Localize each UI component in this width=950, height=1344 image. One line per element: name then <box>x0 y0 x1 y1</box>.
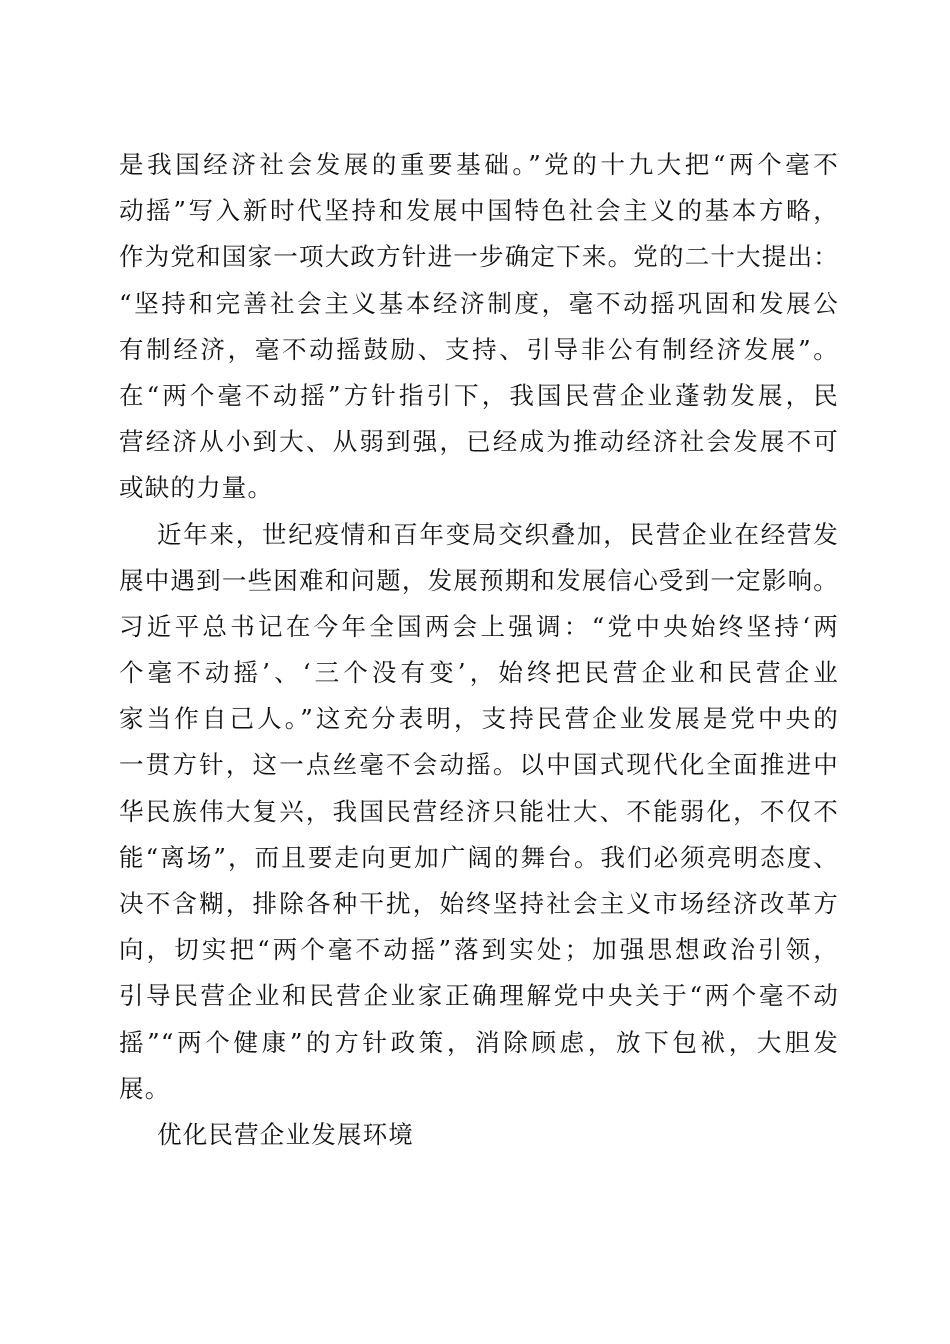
paragraph-2-line-7: 华民族伟大复兴，我国民营经济只能壮大、不能弱化，不仅不 <box>119 796 839 826</box>
paragraph-1-line-6: 在“两个毫不动摇”方针指引下，我国民营企业蓬勃发展，民 <box>119 380 839 410</box>
paragraph-1-line-8: 或缺的力量。 <box>119 473 274 503</box>
paragraph-1-line-1: 是我国经济社会发展的重要基础。”党的十九大把“两个毫不 <box>119 150 839 179</box>
paragraph-1-line-4: “坚持和完善社会主义基本经济制度，毫不动摇巩固和发展公 <box>119 288 839 318</box>
paragraph-2-line-2: 展中遇到一些困难和问题，发展预期和发展信心受到一定影响。 <box>119 565 839 595</box>
paragraph-2-line-9: 决不含糊，排除各种干扰，始终坚持社会主义市场经济改革方 <box>119 889 839 918</box>
paragraph-2-line-8: 能“离场”，而且要走向更加广阔的舞台。我们必须亮明态度、 <box>119 842 839 872</box>
paragraph-1-line-5: 有制经济，毫不动摇鼓励、支持、引导非公有制经济发展”。 <box>119 334 839 364</box>
paragraph-2-line-10: 向，切实把“两个毫不动摇”落到实处；加强思想政治引领， <box>119 935 839 965</box>
paragraph-2-line-13: 展。 <box>119 1073 171 1103</box>
paragraph-2-line-12: 摇”“两个健康”的方针政策，消除顾虑，放下包袱，大胆发 <box>119 1027 839 1057</box>
paragraph-1-line-7: 营经济从小到大、从弱到强，已经成为推动经济社会发展不可 <box>119 427 839 457</box>
paragraph-2-line-4: 个毫不动摇’、‘三个没有变’，始终把民营企业和民营企业 <box>119 658 839 688</box>
section-heading: 优化民营企业发展环境 <box>157 1119 414 1149</box>
paragraph-2-line-3: 习近平总书记在今年全国两会上强调：“党中央始终坚持‘两 <box>119 611 839 641</box>
paragraph-2-line-6: 一贯方针，这一点丝毫不会动摇。以中国式现代化全面推进中 <box>119 750 839 780</box>
paragraph-2-line-5: 家当作自己人。”这充分表明，支持民营企业发展是党中央的 <box>119 704 839 734</box>
paragraph-2-line-1: 近年来，世纪疫情和百年变局交织叠加，民营企业在经营发 <box>157 519 839 549</box>
paragraph-1-line-3: 作为党和国家一项大政方针进一步确定下来。党的二十大提出： <box>119 242 839 272</box>
body-text <box>119 142 839 1158</box>
paragraph-1-line-2: 动摇”写入新时代坚持和发展中国特色社会主义的基本方略， <box>119 196 839 226</box>
paragraph-2-line-11: 引导民营企业和民营企业家正确理解党中央关于“两个毫不动 <box>119 981 839 1011</box>
